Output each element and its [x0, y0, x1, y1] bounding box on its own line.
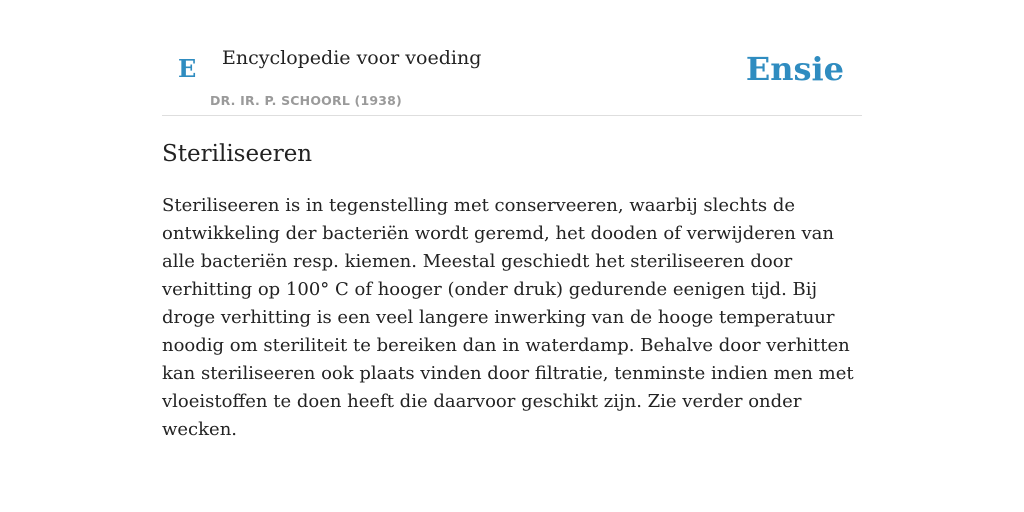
- ensie-logo-link[interactable]: Ensie: [745, 50, 844, 88]
- entry-title: Steriliseeren: [162, 141, 313, 167]
- entry-body: Steriliseeren is in tegenstelling met conserveeren, waarbij slechts de ontwikkeling der bacteriën wordt geremd, het dooden of verwijderen van alle bacteriën resp. kiemen. Meestal geschiedt het steriliseeren door verhitting op 100° C of hooger (onder druk) gedurende eenigen tijd. Bij droge verhitting is een veel langere inwerking van de hooge temperatuur noodig om steriliteit te bereiken dan in waterdamp. Behalve door verhitten kan steriliseeren ook plaats vinden door filtratie, tenminste indien men met vloeistoffen te doen heeft die daarvoor geschikt zijn. Zie verder onder wecken.: [162, 195, 854, 440]
- book-header: [162, 0, 862, 116]
- book-title-link[interactable]: Encyclopedie voor voeding: [222, 47, 482, 69]
- content-container: [162, 0, 862, 440]
- book-letter-logo[interactable]: E: [178, 54, 197, 83]
- book-author: DR. IR. P. SCHOORL (1938): [210, 93, 402, 108]
